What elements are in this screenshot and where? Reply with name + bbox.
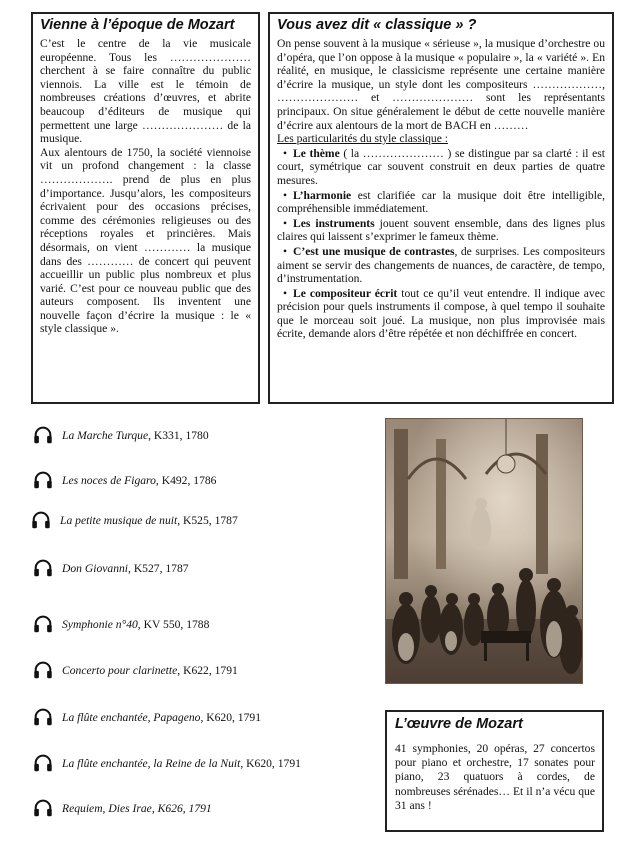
track-item[interactable] <box>32 797 212 819</box>
oeuvre-box <box>385 710 604 832</box>
headphones-icon <box>32 469 54 491</box>
headphones-icon <box>32 752 54 774</box>
track-item[interactable] <box>32 752 301 774</box>
classique-bullet-list <box>277 147 605 341</box>
vienne-title: Vienne à l’époque de Mozart <box>40 17 235 33</box>
list-item: • Les instruments jouent souvent ensemble, dans des lignes plus claires qui laissent s’exprimer le fameux thème. <box>277 216 605 244</box>
track-label: La flûte enchantée, la Reine de la Nuit, K620, 1791 <box>62 756 301 770</box>
track-item[interactable] <box>32 424 209 446</box>
concert-engraving-image <box>385 418 583 684</box>
track-label: La flûte enchantée, Papageno, K620, 1791 <box>62 710 261 724</box>
track-label: Les noces de Figaro, K492, 1786 <box>62 473 217 487</box>
headphones-icon <box>32 797 54 819</box>
classique-box <box>268 12 614 404</box>
classique-intro: On pense souvent à la musique « sérieuse », la musique d’orchestre ou d’opéra, que l’on oppose à la musique « populaire », la « variété ». En réalité, en musique, le classicisme représente une certaine manière d’écrire la musique, un style dont les compositeurs ………………, ………………… et ………………… sont les représentants principaux. On situe généralement le début de cette nouvelle manière d’écrire aux alentours de la mort de BACH en ……… <box>277 37 605 132</box>
oeuvre-text: 41 symphonies, 20 opéras, 27 concertos pour piano et orchestre, 17 sonates pour piano, 23 quatuors à cordes, de nombreuses sérénades… Et il n’a vécu que 31 ans ! <box>395 742 595 812</box>
bullet-term: Les instruments <box>293 216 375 230</box>
headphones-icon <box>32 659 54 681</box>
bullet-term: Le compositeur écrit <box>293 286 398 300</box>
vienne-box <box>31 12 260 404</box>
bullet-text: ( la ………………… ) se distingue par sa clarté : il est court, symétrique car souvent construit en deux parties de quatre mesures. <box>277 146 605 187</box>
track-label: Concerto pour clarinette, K622, 1791 <box>62 663 238 677</box>
oeuvre-title: L’œuvre de Mozart <box>395 716 523 732</box>
vienne-paragraph-2: Aux alentours de 1750, la société viennoise vit un profond changement : la classe ………………. prend de plus en plus d’importance. Jusqu’alors, les compositeurs écrivaient pour des occasions précises, comme des cérémonies religieuses ou des réceptions royales et princières. Mais désormais, on vient ………… la musique dans des ………… de concert qui peuvent accueillir un public plus nombreux et plus varié. C’est pour ce nouveau public que des auteurs composent. Ils inventent une nouvelle façon d’écrire la musique : le « style classique ». <box>40 145 251 336</box>
track-label: La Marche Turque, K331, 1780 <box>62 428 209 442</box>
track-item[interactable] <box>32 706 261 728</box>
bullet-text: est clarifiée car la musique doit être intelligible, compréhensible immédiatement. <box>277 188 605 216</box>
list-item: • L’harmonie est clarifiée car la musique doit être intelligible, compréhensible immédiatement. <box>277 188 605 216</box>
track-label: Requiem, Dies Irae, K626, 1791 <box>62 801 212 815</box>
headphones-icon <box>32 706 54 728</box>
track-item[interactable] <box>32 469 216 491</box>
list-item: • C’est une musique de contrastes, de surprises. Les compositeurs aiment se servir des changements de nuances, de caractère, de tempo, d’instrumentation. <box>277 244 605 286</box>
bullet-text: tout ce qu’il veut entendre. Il indique avec précision pour quels instruments il compose, à quel tempo il souhaite que le morceau soit joué. La musique, non plus improvisée mais écrite, demande alors d’être répétée et non déchiffrée en concert. <box>277 286 605 341</box>
headphones-icon <box>30 509 52 531</box>
track-item[interactable] <box>32 557 189 579</box>
bullet-term: L’harmonie <box>293 188 352 202</box>
classique-subtitle: Les particularités du style classique : <box>277 132 448 146</box>
bullet-term: Le thème <box>293 146 340 160</box>
bullet-term: C’est une musique de contrastes <box>293 244 455 258</box>
track-label: La petite musique de nuit, K525, 1787 <box>60 513 238 527</box>
track-label: Don Giovanni, K527, 1787 <box>62 561 189 575</box>
list-item: • Le thème ( la ………………… ) se distingue par sa clarté : il est court, symétrique car souvent construit en deux parties de quatre mesures. <box>277 146 605 187</box>
track-item[interactable] <box>30 509 238 531</box>
vienne-paragraph-1: C’est le centre de la vie musicale européenne. Tous les ………………… cherchent à se faire connaître du public viennois. La ville est le témoin de nombreuses créations d’œuvres, et abrite beaucoup d’éditeurs de musique qui permettent une large ………………… de la musique. <box>40 37 251 146</box>
track-label: Symphonie n°40, KV 550, 1788 <box>62 617 210 631</box>
classique-title: Vous avez dit « classique » ? <box>277 17 477 33</box>
concert-scene-illustration <box>386 419 582 683</box>
bullet-text: , de surprises. Les compositeurs aiment se servir des changements de nuances, de caractère, de tempo, d’instrumentation. <box>277 244 605 286</box>
headphones-icon <box>32 557 54 579</box>
bullet-text: jouent souvent ensemble, dans des lignes plus claires qui laissent s’exprimer le fameux thème. <box>277 216 605 244</box>
headphones-icon <box>32 613 54 635</box>
headphones-icon <box>32 424 54 446</box>
list-item: • Le compositeur écrit tout ce qu’il veut entendre. Il indique avec précision pour quels instruments il compose, à quel tempo il souhaite que le morceau soit joué. La musique, non plus improvisée mais écrite, demande alors d’être répétée et non déchiffrée en concert. <box>277 286 605 341</box>
track-item[interactable] <box>32 613 209 635</box>
track-item[interactable] <box>32 659 238 681</box>
